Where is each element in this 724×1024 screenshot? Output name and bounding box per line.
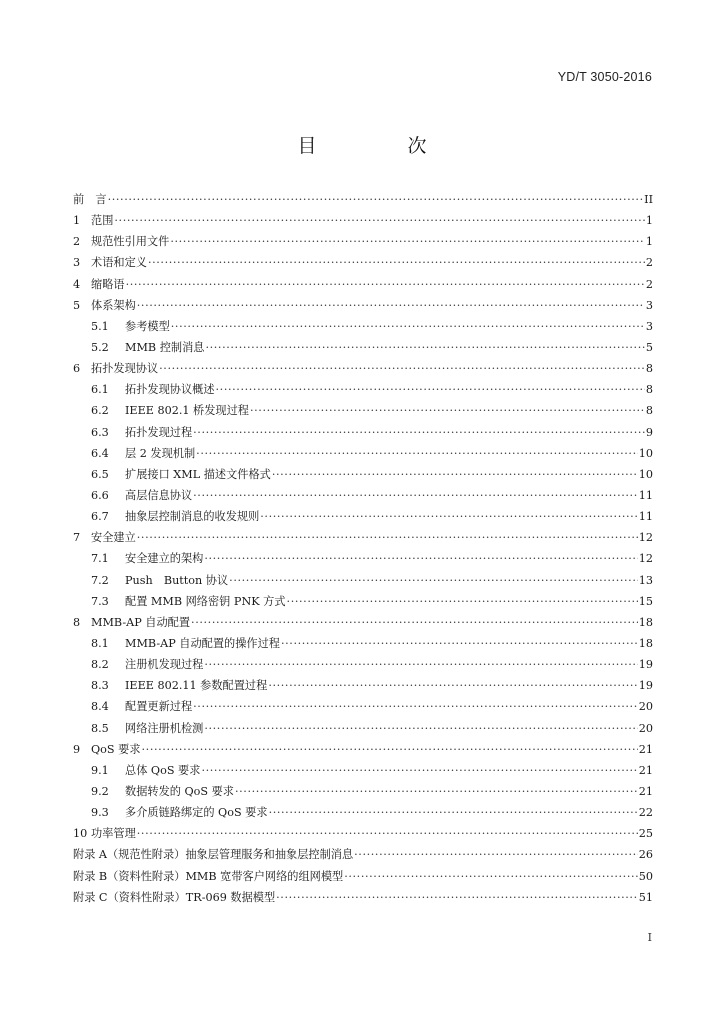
toc-leader-dots	[108, 193, 644, 206]
toc-leader-dots	[142, 743, 638, 756]
toc-entry-page: 51	[638, 890, 653, 904]
toc-leader-dots	[148, 256, 645, 269]
toc-entry-label: 多介质链路绑定的 QoS 要求	[125, 806, 268, 820]
toc-entry-number: 6.5	[91, 467, 109, 481]
toc-entry-label: Push Button 协议	[125, 573, 229, 587]
toc-entry-number: 10	[73, 827, 88, 841]
toc-leader-dots	[276, 891, 638, 904]
toc-entry-page: 20	[638, 700, 653, 714]
toc-entry-label: 参考模型	[125, 319, 170, 333]
page-number: I	[647, 931, 652, 944]
toc-entry-number: 8.5	[91, 721, 109, 735]
toc-entry-page: II	[644, 193, 653, 206]
toc-entry-label: 功率管理	[91, 827, 136, 841]
toc-leader-dots	[114, 214, 644, 227]
toc-entry-page: 18	[638, 615, 653, 629]
toc-entry-number: 6.3	[91, 425, 109, 439]
toc-entry-number: 5.1	[91, 319, 109, 333]
toc-entry-number: 7.2	[91, 573, 109, 587]
toc-entry-number: 8.2	[91, 658, 109, 672]
toc-entry-label: 附录 A（规范性附录）抽象层管理服务和抽象层控制消息	[73, 848, 354, 862]
toc-entry-page: 26	[638, 848, 653, 862]
toc-leader-dots	[344, 870, 638, 883]
toc-leader-dots	[205, 341, 644, 354]
toc-entry-label: 网络注册机检测	[125, 721, 204, 735]
toc-entry[interactable]	[73, 698, 653, 719]
toc-leader-dots	[269, 806, 638, 819]
toc-entry-label: 抽象层控制消息的收发规则	[125, 510, 260, 524]
toc-entry-page: 21	[638, 784, 653, 798]
table-of-contents	[73, 191, 653, 910]
toc-entry-label: MMB 控制消息	[125, 340, 205, 354]
toc-leader-dots	[193, 700, 638, 713]
toc-entry[interactable]	[73, 804, 653, 825]
toc-entry-label: 术语和定义	[91, 256, 147, 270]
toc-entry-number: 4	[73, 277, 81, 291]
toc-entry-page: 22	[638, 806, 653, 820]
toc-entry-label: 前 言	[73, 193, 107, 206]
toc-entry-label: 拓扑发现过程	[125, 425, 193, 439]
toc-entry-number: 8.4	[91, 700, 109, 714]
toc-entry[interactable]	[73, 424, 653, 445]
toc-entry-page: 19	[638, 658, 653, 672]
toc-leader-dots	[229, 574, 638, 587]
toc-entry-number: 7	[73, 531, 81, 545]
toc-leader-dots	[272, 468, 638, 481]
toc-leader-dots	[260, 510, 637, 523]
toc-entry-number: 8	[73, 615, 81, 629]
toc-entry-page: 11	[638, 510, 653, 524]
toc-entry-page: 5	[645, 340, 653, 354]
toc-entry-label: MMB-AP 自动配置	[91, 615, 191, 629]
toc-entry-number: 1	[73, 214, 81, 228]
toc-entry[interactable]	[73, 846, 653, 867]
toc-entry[interactable]	[73, 868, 653, 889]
toc-entry-number: 3	[73, 256, 81, 270]
toc-entry[interactable]	[73, 508, 653, 529]
toc-entry-label: 拓扑发现协议概述	[125, 383, 215, 397]
toc-leader-dots	[196, 447, 638, 460]
toc-entry-label: 数据转发的 QoS 要求	[125, 784, 234, 798]
toc-entry[interactable]	[73, 529, 653, 550]
toc-entry-number: 6.7	[91, 510, 109, 524]
toc-leader-dots	[193, 489, 638, 502]
toc-entry[interactable]	[73, 445, 653, 466]
toc-entry[interactable]	[73, 339, 653, 360]
toc-entry-page: 10	[638, 467, 653, 481]
toc-entry-label: 范围	[91, 214, 114, 228]
toc-entry-label: 配置更新过程	[125, 700, 193, 714]
toc-entry[interactable]	[73, 212, 653, 233]
toc-entry-label: QoS 要求	[91, 742, 141, 756]
toc-entry-page: 3	[645, 298, 653, 312]
toc-leader-dots	[137, 531, 638, 544]
toc-entry-number: 6.6	[91, 488, 109, 502]
toc-entry-number: 9.3	[91, 806, 109, 820]
toc-leader-dots	[137, 299, 645, 312]
toc-leader-dots	[204, 658, 637, 671]
toc-entry-page: 12	[638, 531, 653, 545]
toc-leader-dots	[171, 320, 645, 333]
toc-entry-page: 8	[645, 404, 653, 418]
toc-entry[interactable]	[73, 233, 653, 254]
toc-entry[interactable]	[73, 254, 653, 275]
toc-leader-dots	[191, 616, 638, 629]
toc-entry-label: 附录 C（资料性附录）TR-069 数据模型	[73, 890, 276, 904]
toc-entry-page: 15	[638, 594, 653, 608]
toc-entry-number: 5.2	[91, 340, 109, 354]
toc-entry-number: 9.1	[91, 763, 109, 777]
toc-entry-page: 21	[638, 763, 653, 777]
toc-entry-page: 10	[638, 446, 653, 460]
toc-leader-dots	[137, 827, 638, 840]
standard-code: YD/T 3050-2016	[557, 70, 652, 84]
toc-entry-page: 9	[645, 425, 653, 439]
toc-entry-page: 8	[645, 362, 653, 376]
toc-entry-number: 7.3	[91, 594, 109, 608]
toc-entry-page: 2	[645, 277, 653, 291]
toc-entry[interactable]	[73, 677, 653, 698]
toc-entry-label: 规范性引用文件	[91, 235, 170, 249]
toc-entry-number: 6.4	[91, 446, 109, 460]
toc-entry[interactable]	[73, 572, 653, 593]
toc-entry-page: 13	[638, 573, 653, 587]
toc-leader-dots	[235, 785, 638, 798]
toc-leader-dots	[204, 552, 637, 565]
toc-entry[interactable]	[73, 466, 653, 487]
toc-leader-dots	[287, 595, 638, 608]
toc-entry[interactable]	[73, 550, 653, 571]
toc-entry-label: 缩略语	[91, 277, 125, 291]
toc-entry-label: 配置 MMB 网络密钥 PNK 方式	[125, 594, 286, 608]
toc-entry-page: 18	[638, 636, 653, 650]
toc-entry-page: 50	[638, 869, 653, 883]
toc-entry-page: 19	[638, 679, 653, 693]
toc-entry-label: IEEE 802.11 参数配置过程	[125, 679, 268, 693]
toc-entry-label: 注册机发现过程	[125, 658, 204, 672]
toc-leader-dots	[170, 235, 645, 248]
toc-entry[interactable]	[73, 276, 653, 297]
toc-entry-label: 拓扑发现协议	[91, 362, 159, 376]
toc-entry-number: 6.2	[91, 404, 109, 418]
toc-entry[interactable]	[73, 614, 653, 635]
toc-entry[interactable]	[73, 297, 653, 318]
toc-entry[interactable]	[73, 635, 653, 656]
page-title: 目 次	[297, 135, 463, 157]
toc-entry[interactable]	[73, 720, 653, 741]
toc-entry-label: 附录 B（资料性附录）MMB 宽带客户网络的组网模型	[73, 869, 344, 883]
toc-entry-label: IEEE 802.1 桥发现过程	[125, 404, 249, 418]
toc-leader-dots	[216, 383, 645, 396]
toc-entry-number: 8.1	[91, 636, 109, 650]
toc-entry[interactable]	[73, 825, 653, 846]
toc-entry-page: 21	[638, 742, 653, 756]
toc-entry-label: 体系架构	[91, 298, 136, 312]
toc-entry-label: 安全建立的架构	[125, 552, 204, 566]
toc-leader-dots	[201, 764, 637, 777]
toc-entry-page: 11	[638, 488, 653, 502]
toc-entry-label: MMB-AP 自动配置的操作过程	[125, 636, 280, 650]
toc-entry-page: 8	[645, 383, 653, 397]
toc-entry-label: 层 2 发现机制	[125, 446, 196, 460]
toc-entry-label: 安全建立	[91, 531, 136, 545]
toc-entry[interactable]	[73, 783, 653, 804]
toc-leader-dots	[281, 637, 638, 650]
toc-entry-number: 6	[73, 362, 81, 376]
toc-entry[interactable]	[73, 762, 653, 783]
toc-entry-number: 7.1	[91, 552, 109, 566]
toc-entry[interactable]	[73, 191, 653, 212]
toc-entry[interactable]	[73, 656, 653, 677]
toc-leader-dots	[268, 679, 637, 692]
toc-leader-dots	[204, 722, 637, 735]
toc-entry-number: 9	[73, 742, 81, 756]
toc-leader-dots	[126, 278, 645, 291]
toc-entry[interactable]	[73, 318, 653, 339]
toc-entry-number: 2	[73, 235, 81, 249]
toc-entry-label: 高层信息协议	[125, 488, 193, 502]
toc-entry-page: 20	[638, 721, 653, 735]
toc-entry-page: 12	[638, 552, 653, 566]
toc-entry-page: 1	[645, 235, 653, 249]
toc-entry[interactable]	[73, 487, 653, 508]
toc-leader-dots	[250, 404, 645, 417]
toc-entry-number: 8.3	[91, 679, 109, 693]
toc-leader-dots	[354, 848, 638, 861]
toc-entry[interactable]	[73, 381, 653, 402]
toc-entry[interactable]	[73, 593, 653, 614]
toc-entry-number: 6.1	[91, 383, 109, 397]
toc-entry-page: 2	[645, 256, 653, 270]
toc-entry[interactable]	[73, 741, 653, 762]
toc-entry[interactable]	[73, 889, 653, 910]
toc-entry-label: 总体 QoS 要求	[125, 763, 201, 777]
toc-entry-label: 扩展接口 XML 描述文件格式	[125, 467, 271, 481]
toc-leader-dots	[159, 362, 645, 375]
toc-entry-number: 5	[73, 298, 81, 312]
toc-entry-page: 3	[645, 319, 653, 333]
toc-entry[interactable]	[73, 402, 653, 423]
toc-entry[interactable]	[73, 360, 653, 381]
toc-entry-page: 1	[645, 214, 653, 228]
toc-leader-dots	[193, 426, 645, 439]
toc-entry-page: 25	[638, 827, 653, 841]
toc-entry-number: 9.2	[91, 784, 109, 798]
